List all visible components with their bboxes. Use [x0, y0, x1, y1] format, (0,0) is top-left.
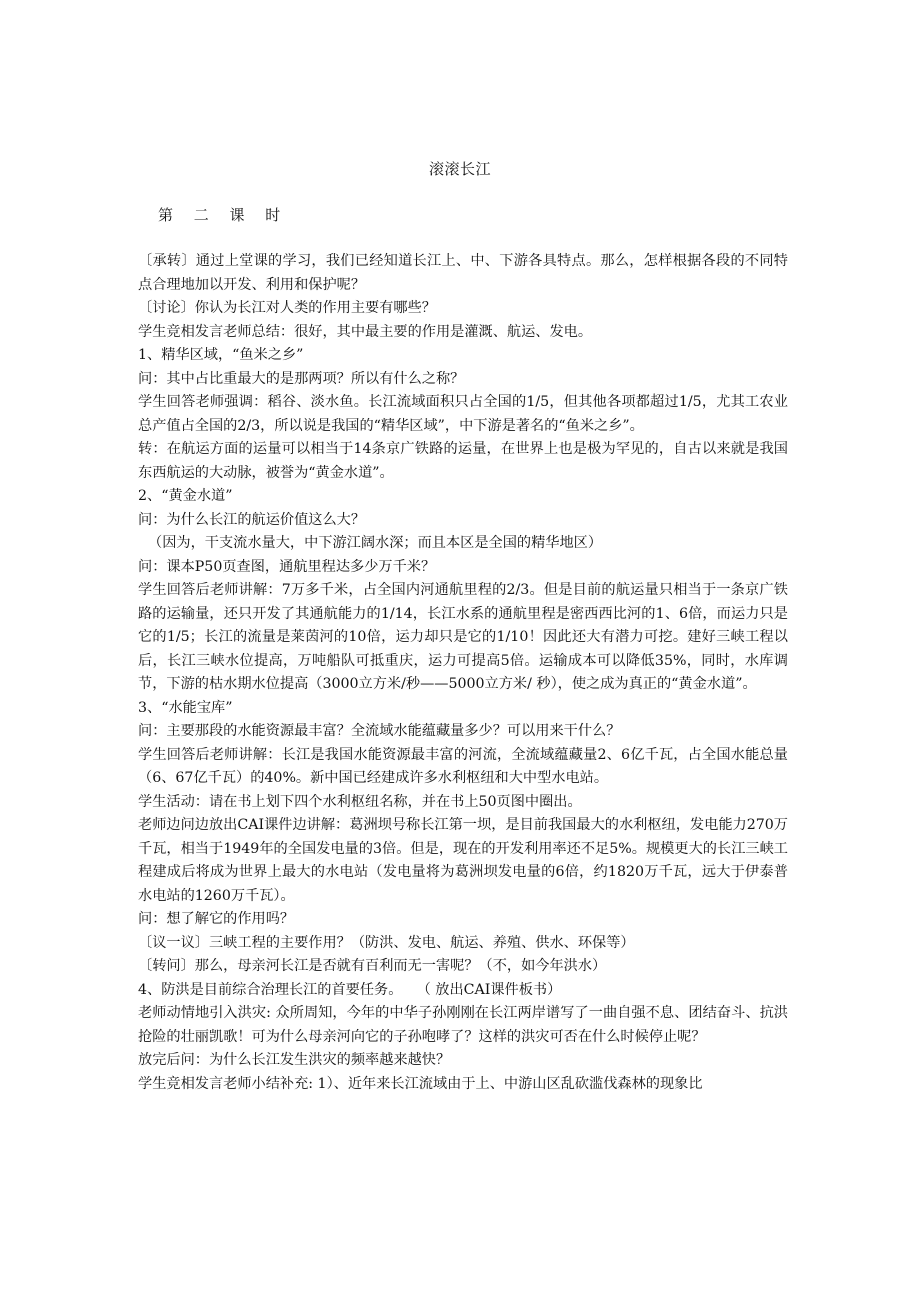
- paragraph: 老师边问边放出CAI课件边讲解：葛洲坝号称长江第一坝，是目前我国最大的水利枢纽，发电能力270万千瓦，相当于1949年的全国发电量的3倍。但是，现在的开发利用率还不足5%。规模更大的长江三峡工程建成后将成为世界上最大的水电站（发电量将为葛洲坝发电量的6倍，约1820万千瓦，远大于伊泰普水电站的1260万千瓦）。: [138, 817, 788, 904]
- paragraph: 学生回答后老师讲解：长江是我国水能资源最丰富的河流，全流域蕴藏量2、6亿千瓦，占全国水能总量（6、67亿千瓦）的40%。新中国已经建成许多水利枢纽和大中型水电站。: [138, 746, 788, 786]
- document-title: 滚滚长江: [428, 160, 491, 178]
- paragraph: 学生回答老师强调：稻谷、淡水鱼。长江流域面积只占全国的1/5，但其他各项都超过1/5，尤其工农业总产值占全国的2/3，所以说是我国的“精华区域”，中下游是著名的“鱼米之乡”。: [138, 394, 788, 434]
- paragraph: 学生回答后老师讲解：7万多千米，占全国内河通航里程的2/3。但是目前的航运量只相当于一条京广铁路的运输量，还只开发了其通航能力的1/14，长江水系的通航里程是密西西比河的1、6倍，而运力只是它的1/5；长江的流量是莱茵河的10倍，运力却只是它的1/10！因此还大有潜力可挖。建好三峡工程以后，长江三峡水位提高，万吨船队可抵重庆，运力可提高5倍。运输成本可以降低35%，同时，水库调节，下游的枯水期水位提高（3000立方米/秒——5000立方米/ 秒），使之成为真正的“黄金水道”。: [138, 582, 788, 692]
- paragraph: 学生活动：请在书上划下四个水利枢纽名称，并在书上50页图中圈出。: [138, 793, 582, 810]
- paragraph: 〔承转〕通过上堂课的学习，我们已经知道长江上、中、下游各具特点。那么，怎样根据各段的不同特点合理地加以开发、利用和保护呢？: [138, 253, 788, 293]
- lesson-heading: 第 二 课 时: [158, 206, 282, 224]
- paragraph: （因为，干支流水量大，中下游江阔水深；而且本区是全国的精华地区）: [148, 535, 603, 551]
- section-heading: 4、防洪是目前综合治理长江的首要任务。 （ 放出CAI课件板书）: [138, 981, 562, 998]
- paragraph: 转：在航运方面的运量可以相当于14条京广铁路的运量，在世界上也是极为罕见的，自古以来就是我国东西航运的大动脉，被誉为“黄金水道”。: [138, 441, 788, 481]
- paragraph: 〔议一议〕三峡工程的主要作用？（防洪、发电、航运、养殖、供水、环保等）: [138, 934, 635, 951]
- document-body: [138, 250, 788, 1096]
- paragraph: 放完后问：为什么长江发生洪灾的频率越来越快？: [138, 1052, 451, 1068]
- section-heading: 2、“黄金水道”: [138, 488, 233, 504]
- paragraph: 老师动情地引入洪灾: 众所周知，今年的中华子孙刚刚在长江两岸谱写了一曲自强不息、团结奋斗、抗洪抢险的壮丽凯歌！可为什么母亲河向它的子孙咆哮了？这样的洪灾可否在什么时候停止呢？: [138, 1005, 788, 1045]
- paragraph: 问：为什么长江的航运价值这么大？: [138, 511, 366, 528]
- paragraph: 学生竞相发言老师小结补充: 1）、近年来长江流域由于上、中游山区乱砍滥伐森林的现象比: [138, 1075, 703, 1092]
- section-heading: 1、精华区域，“鱼米之乡”: [138, 347, 304, 363]
- paragraph: 问：其中占比重最大的是那两项？所以有什么之称？: [138, 370, 465, 387]
- paragraph: 问：课本P50页查图，通航里程达多少万千米？: [138, 558, 436, 575]
- section-heading: 3、“水能宝库”: [138, 699, 233, 716]
- paragraph: 〔讨论〕你认为长江对人类的作用主要有哪些？: [138, 300, 436, 316]
- paragraph: 问：想了解它的作用吗？: [138, 911, 295, 927]
- paragraph: 〔转问〕那么，母亲河长江是否就有百利而无一害呢？（不，如今年洪水）: [138, 958, 607, 974]
- paragraph: 问：主要那段的水能资源最丰富？全流域水能蕴藏量多少？可以用来干什么？: [138, 723, 621, 739]
- paragraph: 学生竞相发言老师总结：很好，其中最主要的作用是灌溉、航运、发电。: [138, 323, 593, 340]
